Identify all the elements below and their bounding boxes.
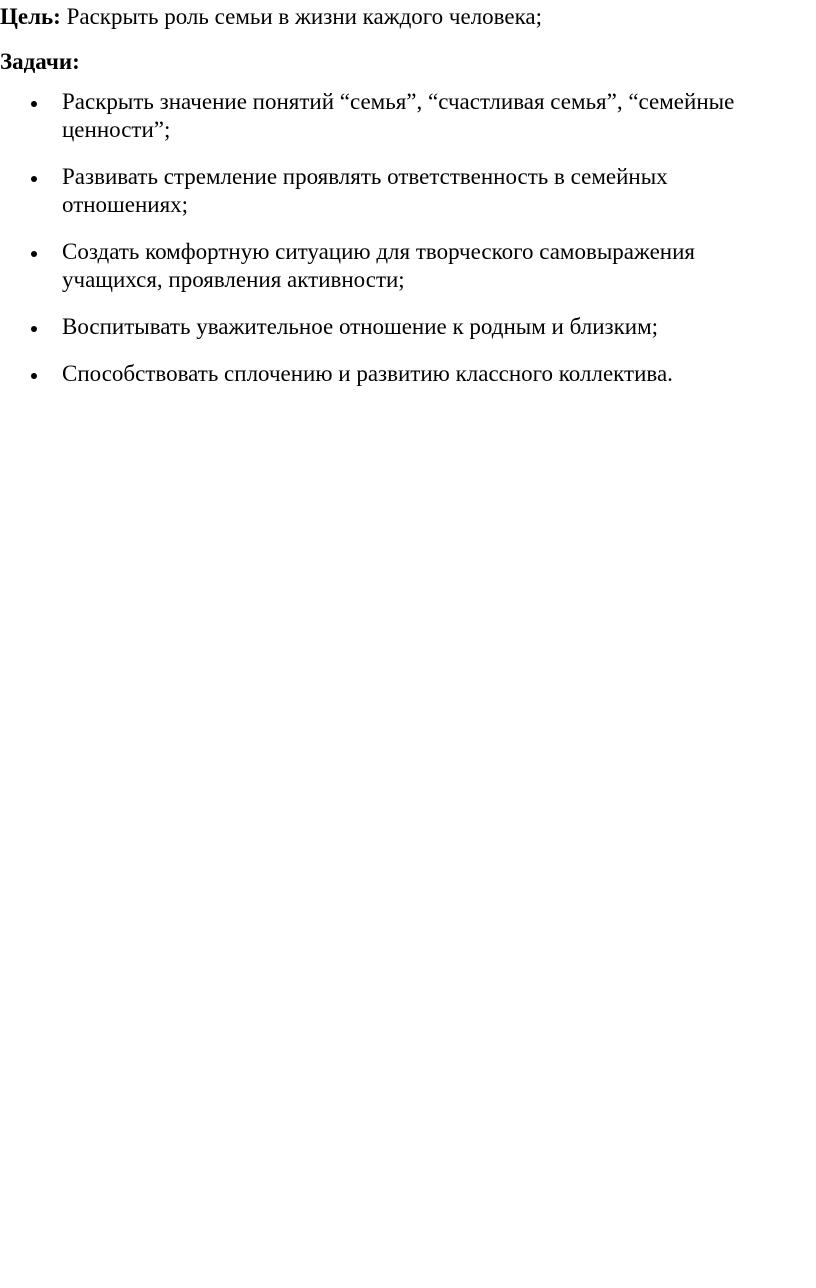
tasks-heading: Задачи: bbox=[0, 49, 80, 74]
task-text: Способствовать сплочению и развитию классного коллектива. bbox=[62, 361, 673, 386]
goal-text: Раскрыть роль семьи в жизни каждого человека; bbox=[60, 4, 543, 29]
task-text: Воспитывать уважительное отношение к родным и близким; bbox=[62, 314, 659, 339]
task-item bbox=[0, 88, 790, 144]
task-item bbox=[0, 163, 790, 219]
task-text: Раскрыть значение понятий “семья”, “счастливая семья”, “семейные ценности”; bbox=[62, 89, 735, 142]
task-list bbox=[0, 88, 790, 407]
bullet-icon bbox=[31, 373, 37, 379]
bullet-icon bbox=[31, 251, 37, 257]
task-item bbox=[0, 238, 790, 294]
task-item bbox=[0, 313, 790, 341]
bullet-icon bbox=[31, 176, 37, 182]
goal-label: Цель: bbox=[0, 4, 61, 29]
goal-line bbox=[0, 3, 542, 31]
bullet-icon bbox=[31, 101, 37, 107]
task-text: Развивать стремление проявлять ответственность в семейных отношениях; bbox=[62, 164, 668, 217]
bullet-icon bbox=[31, 326, 37, 332]
task-item bbox=[0, 360, 790, 388]
task-text: Создать комфортную ситуацию для творческого самовыражения учащихся, проявления активности; bbox=[62, 239, 695, 292]
